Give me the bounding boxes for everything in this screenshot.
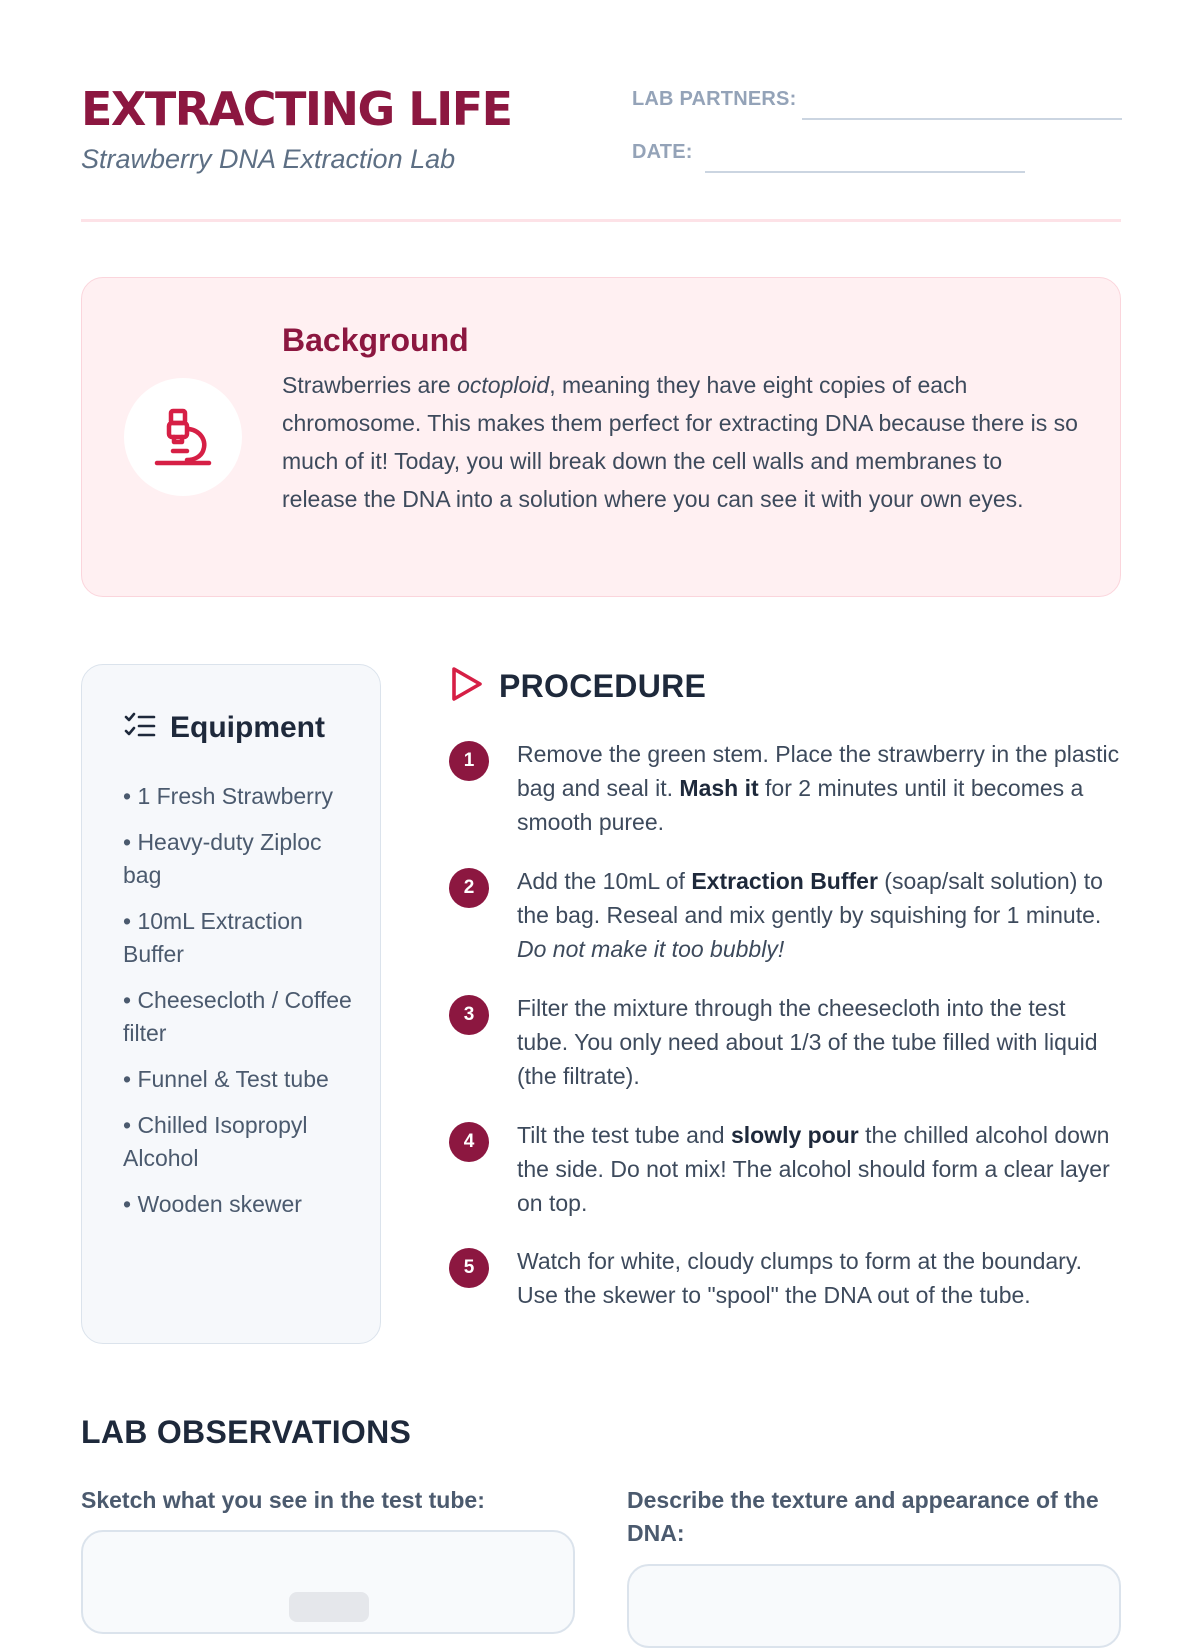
list-item: • 1 Fresh Strawberry xyxy=(123,783,333,809)
checklist-icon xyxy=(124,712,156,745)
equipment-card xyxy=(81,664,381,1344)
play-icon xyxy=(449,666,483,707)
lab-partners-label: LAB PARTNERS: xyxy=(632,88,797,110)
page-subtitle: Strawberry DNA Extraction Lab xyxy=(81,144,456,174)
list-item: • Wooden skewer xyxy=(123,1191,302,1217)
step-text: Add the 10mL of Extraction Buffer (soap/salt solution) to the bag. Reseal and mix gently by squishing for 1 minute. Do not make it too bubbly! xyxy=(517,868,1103,962)
procedure-title: PROCEDURE xyxy=(499,668,707,704)
list-item: • Cheesecloth / Coffee filter xyxy=(123,987,352,1046)
step-text: Watch for white, cloudy clumps to form at the boundary. Use the skewer to "spool" the DNA out of the tube. xyxy=(517,1248,1083,1308)
list-item: • Heavy-duty Ziploc bag xyxy=(123,829,322,888)
test-tube-icon xyxy=(289,1592,369,1622)
background-card xyxy=(81,277,1121,597)
background-title: Background xyxy=(282,322,469,358)
octoploid-term: octoploid xyxy=(457,372,550,398)
date-field[interactable] xyxy=(705,171,1025,173)
page-title: EXTRACTING LIFE xyxy=(81,82,512,136)
step-number: 2 xyxy=(449,868,489,908)
background-text: Strawberries are octoploid, meaning they have eight copies of each chromosome. This makes them perfect for extracting DNA because there is so much of it! Today, you will break down the cell walls and membranes to release the DNA into a solution where you can see it with your own eyes. xyxy=(282,372,1078,512)
step-text: Remove the green stem. Place the strawberry in the plastic bag and seal it. Mash it for 2 minutes until it becomes a smooth puree. xyxy=(517,741,1120,835)
worksheet-page xyxy=(81,0,1121,1600)
describe-area[interactable] xyxy=(627,1564,1121,1648)
date-label: DATE: xyxy=(632,141,693,163)
sketch-area[interactable] xyxy=(81,1530,575,1634)
step-text: Filter the mixture through the cheesecloth into the test tube. You only need about 1/3 of the tube filled with liquid (the filtrate). xyxy=(517,995,1098,1089)
list-item: • Funnel & Test tube xyxy=(123,1066,329,1092)
header-divider xyxy=(81,219,1121,222)
step-number: 5 xyxy=(449,1248,489,1288)
observations-title: LAB OBSERVATIONS xyxy=(81,1414,412,1450)
equipment-title: Equipment xyxy=(170,711,325,744)
step-text: Tilt the test tube and slowly pour the chilled alcohol down the side. Do not mix! The alcohol should form a clear layer on top. xyxy=(517,1122,1110,1216)
step-number: 3 xyxy=(449,995,489,1035)
sketch-label: Sketch what you see in the test tube: xyxy=(81,1487,485,1513)
procedure-header xyxy=(449,666,706,707)
microscope-icon xyxy=(124,378,242,496)
describe-label: Describe the texture and appearance of the DNA: xyxy=(627,1487,1099,1546)
lab-partners-field[interactable] xyxy=(802,118,1122,120)
list-item: • 10mL Extraction Buffer xyxy=(123,908,303,967)
equipment-list xyxy=(123,780,353,1234)
list-item: • Chilled Isopropyl Alcohol xyxy=(123,1112,308,1171)
step-number: 1 xyxy=(449,741,489,781)
step-number: 4 xyxy=(449,1122,489,1162)
